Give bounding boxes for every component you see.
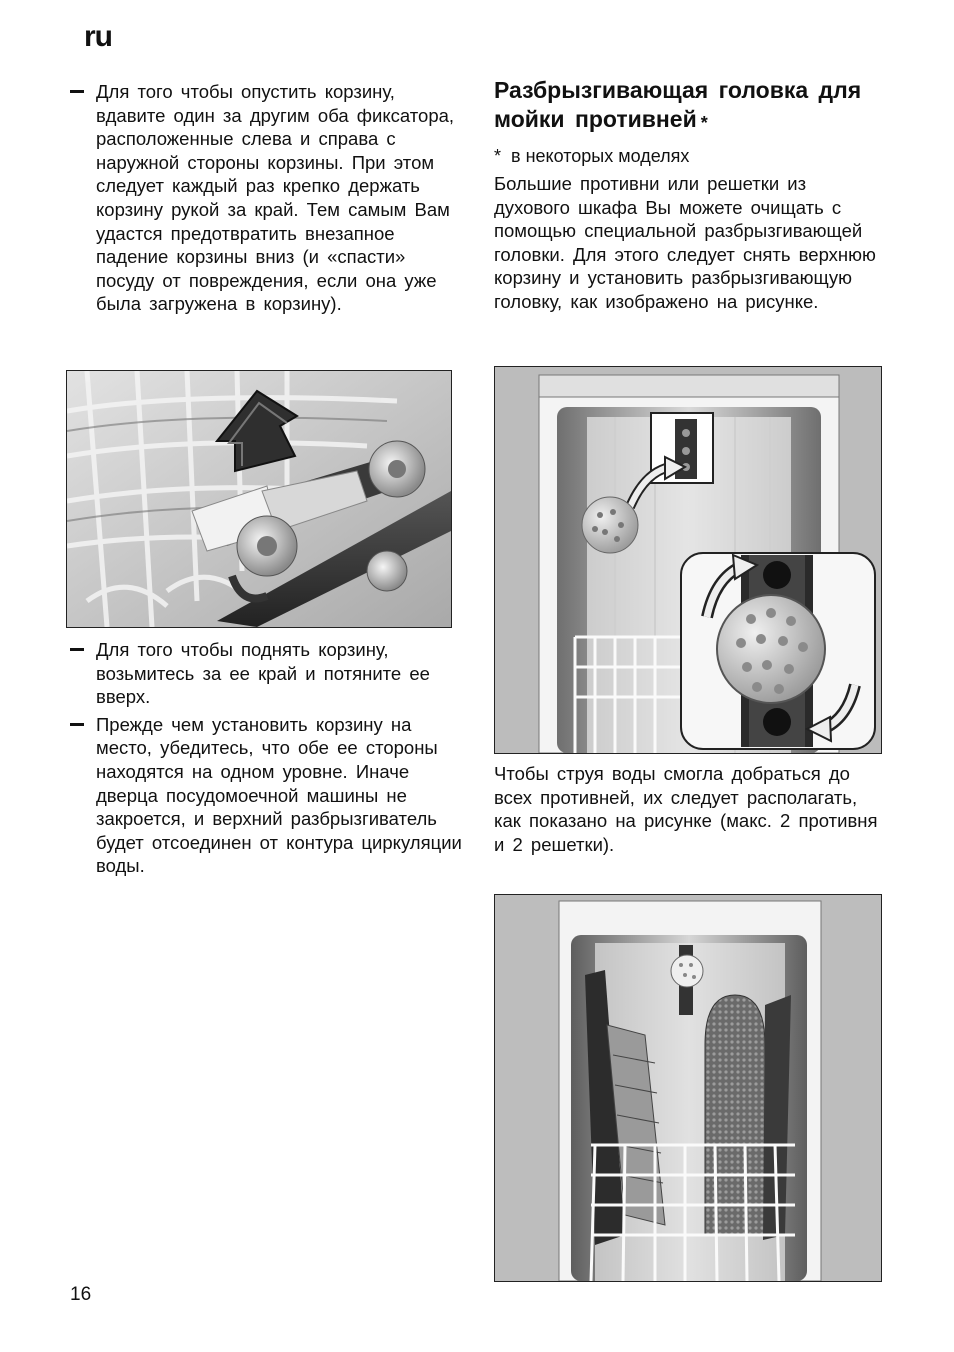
heading-asterisk: * <box>700 113 708 133</box>
trays-loaded-illustration <box>494 894 882 1282</box>
left-column-lower <box>70 638 462 878</box>
instruction-raise-basket: Для того чтобы поднять корзину, возьмитесь за ее край и потяните ее вверх. <box>70 638 462 709</box>
right-column <box>494 76 884 314</box>
right-column-lower <box>494 762 884 856</box>
spray-head-small <box>582 497 638 553</box>
left-column <box>70 80 462 316</box>
section-heading-text: Разбрызгивающая головка для мойки противней <box>494 77 862 132</box>
language-code: ru <box>84 20 112 53</box>
basket-latch-illustration <box>66 370 452 628</box>
note-asterisk: * <box>494 146 502 166</box>
instruction-install-basket: Прежде чем установить корзину на место, убедитесь, что обе ее стороны находятся на одном уровне. Иначе дверца посудомоечной машины не закроется, и верхний разбрызгиватель будет отсоединен от контура циркуляции воды. <box>70 713 462 878</box>
spray-head-installation-illustration <box>494 366 882 754</box>
spray-head-description: Большие противни или решетки из духового шкафа Вы можете очищать с помощью специальной разбрызгивающей головки. Для этого следует снять верхнюю корзину и установить разбрызгивающую головку, как изображено на рисунке. <box>494 173 876 312</box>
model-note <box>494 144 884 168</box>
instruction-lower-basket: Для того чтобы опустить корзину, вдавите один за другим оба фиксатора, расположенные слева и справа с наружной стороны корзины. При этом следует каждый раз крепко держать корзину рукой за край. Тем самым Вам удастся предотвратить внезапное падение корзины вниз (и «спасти» посуду от повреждения, если она уже была загружена в корзину). <box>70 80 462 316</box>
page-number: 16 <box>70 1284 92 1305</box>
tray-placement-text: Чтобы струя воды смогла добраться до всех противней, их следует располагать, как показано на рисунке (макс. 2 противня и 2 решетки). <box>494 763 878 855</box>
spray-head-mounted <box>671 955 703 987</box>
rolled-grill-rack <box>705 995 765 1235</box>
model-note-text: в некоторых моделях <box>511 146 690 166</box>
section-heading <box>494 76 884 138</box>
